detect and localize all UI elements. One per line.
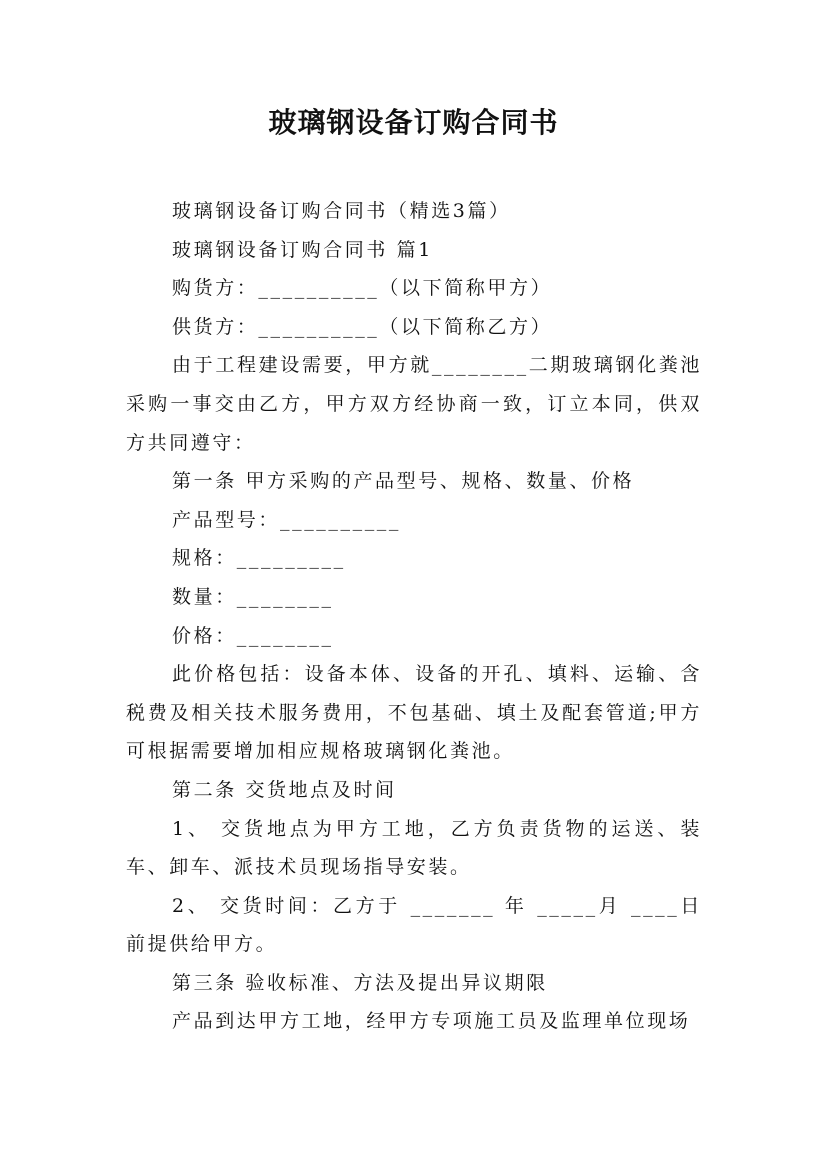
paragraph-price-includes: 此价格包括：设备本体、设备的开孔、填料、运输、含税费及相关技术服务费用，不包基础、填土及配套管道;甲方可根据需要增加相应规格玻璃钢化粪池。 bbox=[126, 663, 702, 763]
paragraph-collection-heading: 玻璃钢设备订购合同书（精选3篇） bbox=[172, 200, 511, 222]
paragraph-clause-2-heading: 第二条 交货地点及时间 bbox=[172, 778, 397, 801]
paragraph-price: 价格：________ bbox=[172, 624, 334, 647]
paragraph-intro: 由于工程建设需要，甲方就________二期玻璃钢化粪池采购一事交由乙方，甲方双方经协商一致，订立本同，供双方共同遵守： bbox=[126, 354, 702, 454]
paragraph-clause-1-heading: 第一条 甲方采购的产品型号、规格、数量、价格 bbox=[172, 470, 635, 493]
paragraph-delivery-time: 2、 交货时间：乙方于 _______ 年 _____月 ____日前提供给甲方。 bbox=[126, 894, 702, 956]
document-body bbox=[126, 192, 702, 1041]
paragraph-buyer: 购货方：__________（以下简称甲方） bbox=[172, 277, 553, 300]
paragraph-supplier: 供货方：__________（以下简称乙方） bbox=[172, 315, 553, 338]
paragraph-quantity: 数量：________ bbox=[172, 585, 334, 608]
paragraph-product-model: 产品型号：__________ bbox=[172, 508, 402, 531]
paragraph-clause-3-heading: 第三条 验收标准、方法及提出异议期限 bbox=[172, 971, 548, 994]
document-title: 玻璃钢设备订购合同书 bbox=[268, 106, 559, 139]
paragraph-acceptance: 产品到达甲方工地，经甲方专项施工员及监理单位现场 bbox=[172, 1010, 691, 1033]
paragraph-delivery-location: 1、 交货地点为甲方工地，乙方负责货物的运送、装车、卸车、派技术员现场指导安装。 bbox=[126, 817, 702, 879]
paragraph-article-heading: 玻璃钢设备订购合同书 篇1 bbox=[172, 238, 433, 261]
paragraph-specification: 规格：_________ bbox=[172, 547, 346, 570]
